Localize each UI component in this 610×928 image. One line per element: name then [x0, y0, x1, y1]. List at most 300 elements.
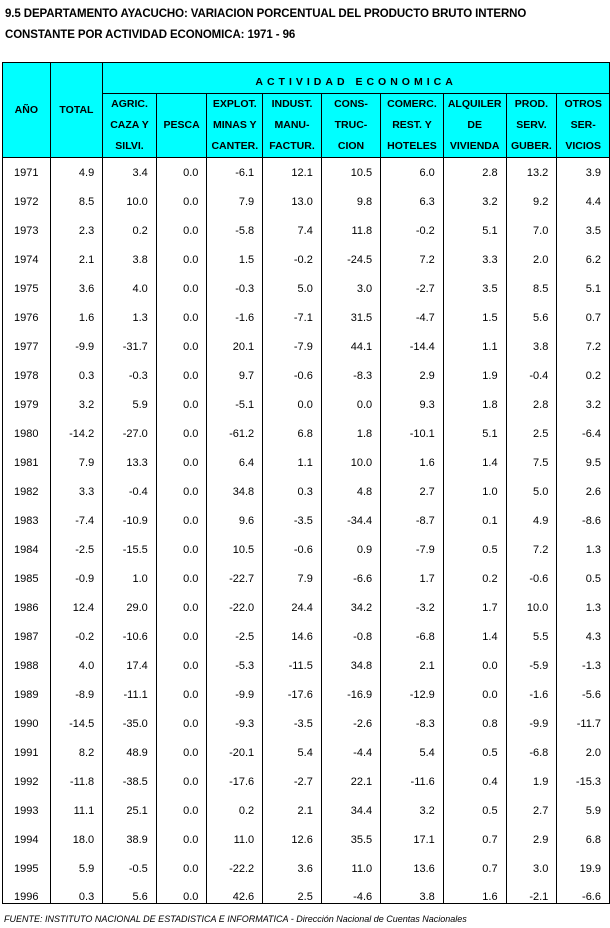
table-cell: -17.6 — [263, 680, 322, 709]
row-year-cell: 1974 — [3, 245, 51, 274]
table-cell: -11.8 — [50, 767, 103, 796]
table-cell: 5.1 — [443, 419, 506, 448]
table-row — [3, 187, 610, 216]
table-cell: 22.1 — [321, 767, 380, 796]
table-cell: -0.5 — [103, 854, 157, 883]
table-cell: 11.1 — [50, 796, 103, 825]
table-row — [3, 883, 610, 904]
table-cell: 7.2 — [506, 535, 557, 564]
table-cell: 5.9 — [50, 854, 103, 883]
table-cell: -22.0 — [207, 593, 263, 622]
table-row — [3, 245, 610, 274]
col-header-line: OTROS — [564, 98, 602, 110]
table-cell: -14.4 — [381, 332, 444, 361]
table-cell: 1.1 — [443, 332, 506, 361]
table-cell: 6.8 — [557, 825, 610, 854]
table-cell: 12.6 — [263, 825, 322, 854]
table-cell: 1.6 — [381, 448, 444, 477]
table-cell: 3.5 — [443, 274, 506, 303]
table-cell: 3.2 — [50, 390, 103, 419]
table-cell: -34.4 — [321, 506, 380, 535]
table-cell: 0.0 — [156, 477, 207, 506]
table-cell: -7.4 — [50, 506, 103, 535]
table-row — [3, 680, 610, 709]
row-year-cell: 1985 — [3, 564, 51, 593]
row-year-cell: 1979 — [3, 390, 51, 419]
table-cell: -6.6 — [321, 564, 380, 593]
table-cell: 34.2 — [321, 593, 380, 622]
table-cell: 0.8 — [443, 709, 506, 738]
table-cell: 2.6 — [557, 477, 610, 506]
col-header-line: CANTER. — [211, 140, 259, 152]
table-cell: -5.6 — [557, 680, 610, 709]
table-cell: -1.3 — [557, 651, 610, 680]
row-year-cell: 1972 — [3, 187, 51, 216]
table-cell: 3.4 — [103, 158, 157, 188]
table-cell: 0.0 — [156, 593, 207, 622]
table-cell: 5.6 — [506, 303, 557, 332]
table-cell: 0.2 — [557, 361, 610, 390]
table-cell: -1.6 — [506, 680, 557, 709]
table-cell: 13.6 — [381, 854, 444, 883]
table-cell: -5.1 — [207, 390, 263, 419]
table-cell: 0.5 — [443, 738, 506, 767]
table-cell: -11.6 — [381, 767, 444, 796]
row-year-cell: 1980 — [3, 419, 51, 448]
table-cell: -3.5 — [263, 506, 322, 535]
table-cell: -10.9 — [103, 506, 157, 535]
table-cell: 7.9 — [263, 564, 322, 593]
table-cell: 24.4 — [263, 593, 322, 622]
table-cell: 0.0 — [156, 303, 207, 332]
table-cell: 4.0 — [103, 274, 157, 303]
table-cell: -10.6 — [103, 622, 157, 651]
table-cell: -6.8 — [506, 738, 557, 767]
col-header-line: SER- — [570, 119, 596, 131]
row-year-cell: 1981 — [3, 448, 51, 477]
table-cell: 0.7 — [443, 825, 506, 854]
table-cell: -4.4 — [321, 738, 380, 767]
col-header-line: REST. Y — [392, 119, 432, 131]
table-row — [3, 303, 610, 332]
row-year-cell: 1987 — [3, 622, 51, 651]
table-cell: 0.7 — [557, 303, 610, 332]
table-cell: 4.4 — [557, 187, 610, 216]
table-cell: -20.1 — [207, 738, 263, 767]
col-header-line: AGRIC. — [111, 98, 148, 110]
table-cell: 0.0 — [156, 158, 207, 188]
table-cell: 0.0 — [156, 651, 207, 680]
table-cell: -6.4 — [557, 419, 610, 448]
table-cell: 1.6 — [50, 303, 103, 332]
table-cell: 5.5 — [506, 622, 557, 651]
col-header-line: CONS- — [334, 98, 368, 110]
row-year-cell: 1978 — [3, 361, 51, 390]
table-cell: 14.6 — [263, 622, 322, 651]
table-cell: -38.5 — [103, 767, 157, 796]
activity-group-header: ACTIVIDAD ECONOMICA — [103, 63, 610, 94]
table-cell: 25.1 — [103, 796, 157, 825]
table-cell: 0.0 — [321, 390, 380, 419]
col-header-line: PROD. — [514, 98, 549, 110]
table-cell: 0.2 — [443, 564, 506, 593]
table-cell: 7.5 — [506, 448, 557, 477]
table-cell: 5.9 — [103, 390, 157, 419]
table-cell: 7.2 — [557, 332, 610, 361]
table-cell: -27.0 — [103, 419, 157, 448]
table-cell: -3.5 — [263, 709, 322, 738]
row-year-cell: 1988 — [3, 651, 51, 680]
table-cell: 3.3 — [443, 245, 506, 274]
table-cell: -6.8 — [381, 622, 444, 651]
table-cell: -15.5 — [103, 535, 157, 564]
table-cell: -11.5 — [263, 651, 322, 680]
table-cell: 0.3 — [263, 477, 322, 506]
table-cell: 7.4 — [263, 216, 322, 245]
table-cell: -0.3 — [207, 274, 263, 303]
table-cell: 2.1 — [263, 796, 322, 825]
table-row — [3, 361, 610, 390]
col-header-line: SILVI. — [115, 140, 144, 152]
table-cell: 34.8 — [207, 477, 263, 506]
table-cell: 2.5 — [263, 883, 322, 904]
table-cell: 4.9 — [50, 158, 103, 188]
table-cell: -35.0 — [103, 709, 157, 738]
table-cell: 3.6 — [263, 854, 322, 883]
table-cell: 0.9 — [321, 535, 380, 564]
table-cell: 6.2 — [557, 245, 610, 274]
col-header-line: PESCA — [163, 119, 200, 131]
col-header-line: DE — [467, 119, 482, 131]
table-cell: 3.8 — [103, 245, 157, 274]
table-cell: 0.3 — [50, 361, 103, 390]
table-cell: 42.6 — [207, 883, 263, 904]
table-cell: 10.0 — [103, 187, 157, 216]
table-cell: 9.2 — [506, 187, 557, 216]
table-cell: 9.8 — [321, 187, 380, 216]
table-cell: 1.4 — [443, 622, 506, 651]
table-cell: -6.1 — [207, 158, 263, 188]
table-cell: -0.2 — [263, 245, 322, 274]
table-cell: 0.0 — [156, 738, 207, 767]
table-cell: 17.1 — [381, 825, 444, 854]
table-cell: 0.5 — [443, 535, 506, 564]
table-cell: 0.0 — [156, 448, 207, 477]
table-cell: 0.7 — [443, 854, 506, 883]
table-cell: 1.4 — [443, 448, 506, 477]
table-title: 9.5 DEPARTAMENTO AYACUCHO: VARIACION PORCENTUAL DEL PRODUCTO BRUTO INTERNO — [5, 8, 527, 20]
col-header-line: COMERC. — [387, 98, 437, 110]
table-row — [3, 390, 610, 419]
col-header-line: VIVIENDA — [449, 140, 500, 152]
table-cell: 1.7 — [381, 564, 444, 593]
table-cell: -7.1 — [263, 303, 322, 332]
table-cell: 3.5 — [557, 216, 610, 245]
table-cell: 3.2 — [443, 187, 506, 216]
table-cell: -0.3 — [103, 361, 157, 390]
table-cell: 9.7 — [207, 361, 263, 390]
table-cell: 0.0 — [156, 274, 207, 303]
table-cell: 5.1 — [557, 274, 610, 303]
table-cell: 9.3 — [381, 390, 444, 419]
row-year-cell: 1971 — [3, 158, 51, 188]
table-cell: 0.0 — [156, 680, 207, 709]
table-cell: 0.0 — [156, 216, 207, 245]
table-cell: -4.6 — [321, 883, 380, 904]
table-cell: 13.3 — [103, 448, 157, 477]
source-footnote: FUENTE: INSTITUTO NACIONAL DE ESTADISTICA E INFORMATICA - Dirección Nacional de Cuentas Nacionales — [4, 914, 467, 924]
row-year-cell: 1994 — [3, 825, 51, 854]
col-header-line: CION — [337, 140, 365, 152]
table-row — [3, 593, 610, 622]
table-cell: 1.8 — [443, 390, 506, 419]
row-year-cell: 1983 — [3, 506, 51, 535]
col-header-line: CAZA Y — [110, 119, 149, 131]
row-year-cell: 1975 — [3, 274, 51, 303]
table-cell: 3.3 — [50, 477, 103, 506]
table-cell: -2.6 — [321, 709, 380, 738]
table-cell: 48.9 — [103, 738, 157, 767]
table-cell: 2.3 — [50, 216, 103, 245]
table-cell: 3.8 — [381, 883, 444, 904]
table-cell: 0.0 — [156, 187, 207, 216]
table-cell: -22.7 — [207, 564, 263, 593]
row-year-cell: 1973 — [3, 216, 51, 245]
row-year-cell: 1995 — [3, 854, 51, 883]
table-cell: -0.2 — [381, 216, 444, 245]
table-cell: 1.0 — [443, 477, 506, 506]
col-header-line: SERV. — [516, 119, 547, 131]
table-cell: 9.6 — [207, 506, 263, 535]
row-year-cell: 1977 — [3, 332, 51, 361]
table-cell: 0.0 — [156, 332, 207, 361]
row-year-cell: 1996 — [3, 883, 51, 904]
table-cell: 4.0 — [50, 651, 103, 680]
table-cell: 1.5 — [207, 245, 263, 274]
table-cell: 34.4 — [321, 796, 380, 825]
row-year-cell: 1976 — [3, 303, 51, 332]
table-cell: 12.4 — [50, 593, 103, 622]
table-cell: 11.0 — [321, 854, 380, 883]
table-cell: 7.9 — [50, 448, 103, 477]
table-cell: 0.0 — [156, 506, 207, 535]
table-cell: -2.5 — [50, 535, 103, 564]
table-cell: 1.9 — [506, 767, 557, 796]
row-year-cell: 1982 — [3, 477, 51, 506]
col-header-line: TRUC- — [334, 119, 368, 131]
table-cell: 5.6 — [103, 883, 157, 904]
table-cell: 19.9 — [557, 854, 610, 883]
table-cell: 2.5 — [506, 419, 557, 448]
col-header-activity — [103, 94, 157, 158]
table-cell: 8.5 — [506, 274, 557, 303]
table-cell: 10.0 — [321, 448, 380, 477]
table-cell: 2.9 — [506, 825, 557, 854]
table-cell: 0.0 — [156, 825, 207, 854]
table-row — [3, 796, 610, 825]
table-cell: 44.1 — [321, 332, 380, 361]
table-cell: 0.0 — [443, 651, 506, 680]
table-cell: -8.9 — [50, 680, 103, 709]
table-cell: 35.5 — [321, 825, 380, 854]
col-header-line: INDUST. — [271, 98, 313, 110]
table-cell: 1.3 — [557, 535, 610, 564]
table-cell: 2.9 — [381, 361, 444, 390]
table-cell: 1.3 — [103, 303, 157, 332]
table-cell: 13.2 — [506, 158, 557, 188]
table-cell: -2.5 — [207, 622, 263, 651]
table-cell: -9.9 — [207, 680, 263, 709]
table-cell: -8.3 — [381, 709, 444, 738]
table-cell: 13.0 — [263, 187, 322, 216]
table-cell: -9.9 — [50, 332, 103, 361]
table-cell: 8.5 — [50, 187, 103, 216]
table-cell: -0.9 — [50, 564, 103, 593]
table-cell: 1.3 — [557, 593, 610, 622]
col-header-line — [157, 136, 207, 157]
table-cell: 0.0 — [156, 390, 207, 419]
table-cell: 0.0 — [156, 767, 207, 796]
col-header-activity — [443, 94, 506, 158]
table-cell: -0.2 — [50, 622, 103, 651]
table-cell: -0.6 — [263, 535, 322, 564]
table-cell: 0.0 — [443, 680, 506, 709]
table-cell: 2.8 — [506, 390, 557, 419]
table-cell: 17.4 — [103, 651, 157, 680]
table-cell: 2.7 — [381, 477, 444, 506]
table-cell: 2.7 — [506, 796, 557, 825]
table-cell: -8.3 — [321, 361, 380, 390]
table-cell: 34.8 — [321, 651, 380, 680]
table-cell: 3.9 — [557, 158, 610, 188]
row-year-cell: 1986 — [3, 593, 51, 622]
table-cell: -7.9 — [381, 535, 444, 564]
table-cell: -9.3 — [207, 709, 263, 738]
table-cell: 5.9 — [557, 796, 610, 825]
table-cell: 12.1 — [263, 158, 322, 188]
table-cell: 11.0 — [207, 825, 263, 854]
table-cell: 10.0 — [506, 593, 557, 622]
col-header-activity — [207, 94, 263, 158]
table-row — [3, 506, 610, 535]
table-row — [3, 332, 610, 361]
table-row — [3, 274, 610, 303]
table-cell: -6.6 — [557, 883, 610, 904]
table-cell: 4.3 — [557, 622, 610, 651]
table-cell: -11.1 — [103, 680, 157, 709]
table-row — [3, 738, 610, 767]
table-cell: -61.2 — [207, 419, 263, 448]
table-cell: -1.6 — [207, 303, 263, 332]
table-cell: -10.1 — [381, 419, 444, 448]
table-row — [3, 651, 610, 680]
table-subtitle: CONSTANTE POR ACTIVIDAD ECONOMICA: 1971 - 96 — [5, 29, 296, 41]
table-cell: -0.8 — [321, 622, 380, 651]
table-cell: 0.0 — [263, 390, 322, 419]
table-cell: 0.3 — [50, 883, 103, 904]
table-cell: 0.2 — [207, 796, 263, 825]
table-cell: 3.8 — [506, 332, 557, 361]
table-row — [3, 535, 610, 564]
table-cell: 0.0 — [156, 535, 207, 564]
table-cell: -15.3 — [557, 767, 610, 796]
data-table — [2, 62, 610, 904]
table-row — [3, 448, 610, 477]
table-row — [3, 419, 610, 448]
table-cell: 5.4 — [263, 738, 322, 767]
table-cell: 5.0 — [506, 477, 557, 506]
table-row — [3, 709, 610, 738]
table-cell: -0.4 — [103, 477, 157, 506]
table-cell: 3.0 — [321, 274, 380, 303]
table-cell: 3.2 — [557, 390, 610, 419]
table-cell: 0.0 — [156, 854, 207, 883]
table-cell: 9.5 — [557, 448, 610, 477]
table-cell: 4.8 — [321, 477, 380, 506]
table-cell: -2.1 — [506, 883, 557, 904]
table-cell: 6.0 — [381, 158, 444, 188]
table-cell: 5.4 — [381, 738, 444, 767]
table-cell: 2.0 — [557, 738, 610, 767]
table-cell: -0.6 — [263, 361, 322, 390]
row-year-cell: 1991 — [3, 738, 51, 767]
table-cell: -0.6 — [506, 564, 557, 593]
table-row — [3, 477, 610, 506]
table-cell: 6.4 — [207, 448, 263, 477]
table-cell: -14.2 — [50, 419, 103, 448]
table-cell: 1.8 — [321, 419, 380, 448]
table-cell: 0.0 — [156, 564, 207, 593]
table-cell: -9.9 — [506, 709, 557, 738]
table-cell: -5.9 — [506, 651, 557, 680]
table-cell: 38.9 — [103, 825, 157, 854]
table-cell: 7.0 — [506, 216, 557, 245]
col-header-line: FACTUR. — [269, 140, 315, 152]
table-cell: 8.2 — [50, 738, 103, 767]
table-cell: 29.0 — [103, 593, 157, 622]
table-cell: 0.1 — [443, 506, 506, 535]
table-cell: 1.6 — [443, 883, 506, 904]
table-cell: -4.7 — [381, 303, 444, 332]
table-cell: 0.0 — [156, 245, 207, 274]
col-header-total: TOTAL — [50, 63, 103, 158]
table-cell: -0.4 — [506, 361, 557, 390]
table-cell: 1.5 — [443, 303, 506, 332]
col-header-line: GUBER. — [511, 140, 552, 152]
table-cell: 2.0 — [506, 245, 557, 274]
table-cell: -3.2 — [381, 593, 444, 622]
table-cell: 1.9 — [443, 361, 506, 390]
table-cell: -8.6 — [557, 506, 610, 535]
table-row — [3, 854, 610, 883]
table-cell: -17.6 — [207, 767, 263, 796]
col-header-activity — [381, 94, 444, 158]
table-cell: 1.1 — [263, 448, 322, 477]
table-cell: 0.5 — [557, 564, 610, 593]
table-cell: 0.0 — [156, 796, 207, 825]
table-cell: 1.7 — [443, 593, 506, 622]
table-cell: -2.7 — [381, 274, 444, 303]
table-cell: 5.1 — [443, 216, 506, 245]
table-cell: 7.9 — [207, 187, 263, 216]
table-cell: 6.8 — [263, 419, 322, 448]
row-year-cell: 1993 — [3, 796, 51, 825]
col-header-line: MANU- — [274, 119, 310, 131]
table-row — [3, 216, 610, 245]
table-cell: 20.1 — [207, 332, 263, 361]
table-row — [3, 564, 610, 593]
table-cell: 0.5 — [443, 796, 506, 825]
